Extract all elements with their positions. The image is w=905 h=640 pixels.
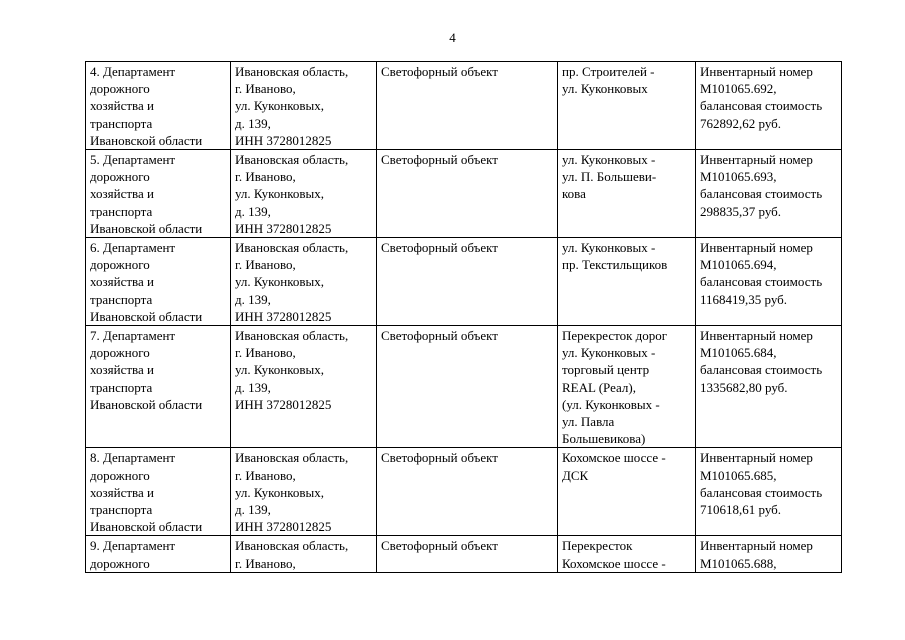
address-cell: Ивановская область, г. Иваново, ул. Куконковых, д. 139, ИНН 3728012825 [231,62,377,150]
address-cell: Ивановская область, г. Иваново, ул. Куконковых, д. 139, ИНН 3728012825 [231,448,377,536]
org-cell: 8. Департамент дорожного хозяйства и транспорта Ивановской области [86,448,231,536]
table-row [86,448,842,536]
object-cell: Светофорный объект [377,238,558,326]
org-cell: 4. Департамент дорожного хозяйства и транспорта Ивановской области [86,62,231,150]
location-cell: Перекресток Кохомское шоссе - [558,536,696,572]
object-cell: Светофорный объект [377,536,558,572]
table-row [86,536,842,572]
info-cell: Инвентарный номер М101065.685, балансовая стоимость 710618,61 руб. [696,448,842,536]
location-cell: Перекресток дорог ул. Куконковых - торговый центр REAL (Реал), (ул. Куконковых - ул. Павла Большевикова) [558,326,696,448]
property-table [85,61,842,573]
location-cell: ул. Куконковых - ул. П. Большеви- кова [558,150,696,238]
object-cell: Светофорный объект [377,62,558,150]
object-cell: Светофорный объект [377,448,558,536]
location-cell: Кохомское шоссе - ДСК [558,448,696,536]
org-cell: 6. Департамент дорожного хозяйства и транспорта Ивановской области [86,238,231,326]
info-cell: Инвентарный номер М101065.688, [696,536,842,572]
org-cell: 9. Департамент дорожного [86,536,231,572]
location-cell: ул. Куконковых - пр. Текстильщиков [558,238,696,326]
address-cell: Ивановская область, г. Иваново, ул. Куконковых, д. 139, ИНН 3728012825 [231,150,377,238]
info-cell: Инвентарный номер М101065.684, балансовая стоимость 1335682,80 руб. [696,326,842,448]
table-row [86,150,842,238]
page-number: 4 [449,30,456,45]
table-row [86,238,842,326]
address-cell: Ивановская область, г. Иваново, ул. Куконковых, д. 139, ИНН 3728012825 [231,238,377,326]
org-cell: 7. Департамент дорожного хозяйства и транспорта Ивановской области [86,326,231,448]
org-cell: 5. Департамент дорожного хозяйства и транспорта Ивановской области [86,150,231,238]
info-cell: Инвентарный номер М101065.694, балансовая стоимость 1168419,35 руб. [696,238,842,326]
object-cell: Светофорный объект [377,326,558,448]
table-row [86,62,842,150]
object-cell: Светофорный объект [377,150,558,238]
location-cell: пр. Строителей - ул. Куконковых [558,62,696,150]
info-cell: Инвентарный номер М101065.693, балансовая стоимость 298835,37 руб. [696,150,842,238]
info-cell: Инвентарный номер М101065.692, балансовая стоимость 762892,62 руб. [696,62,842,150]
address-cell: Ивановская область, г. Иваново, ул. Куконковых, д. 139, ИНН 3728012825 [231,326,377,448]
table-row [86,326,842,448]
address-cell: Ивановская область, г. Иваново, [231,536,377,572]
